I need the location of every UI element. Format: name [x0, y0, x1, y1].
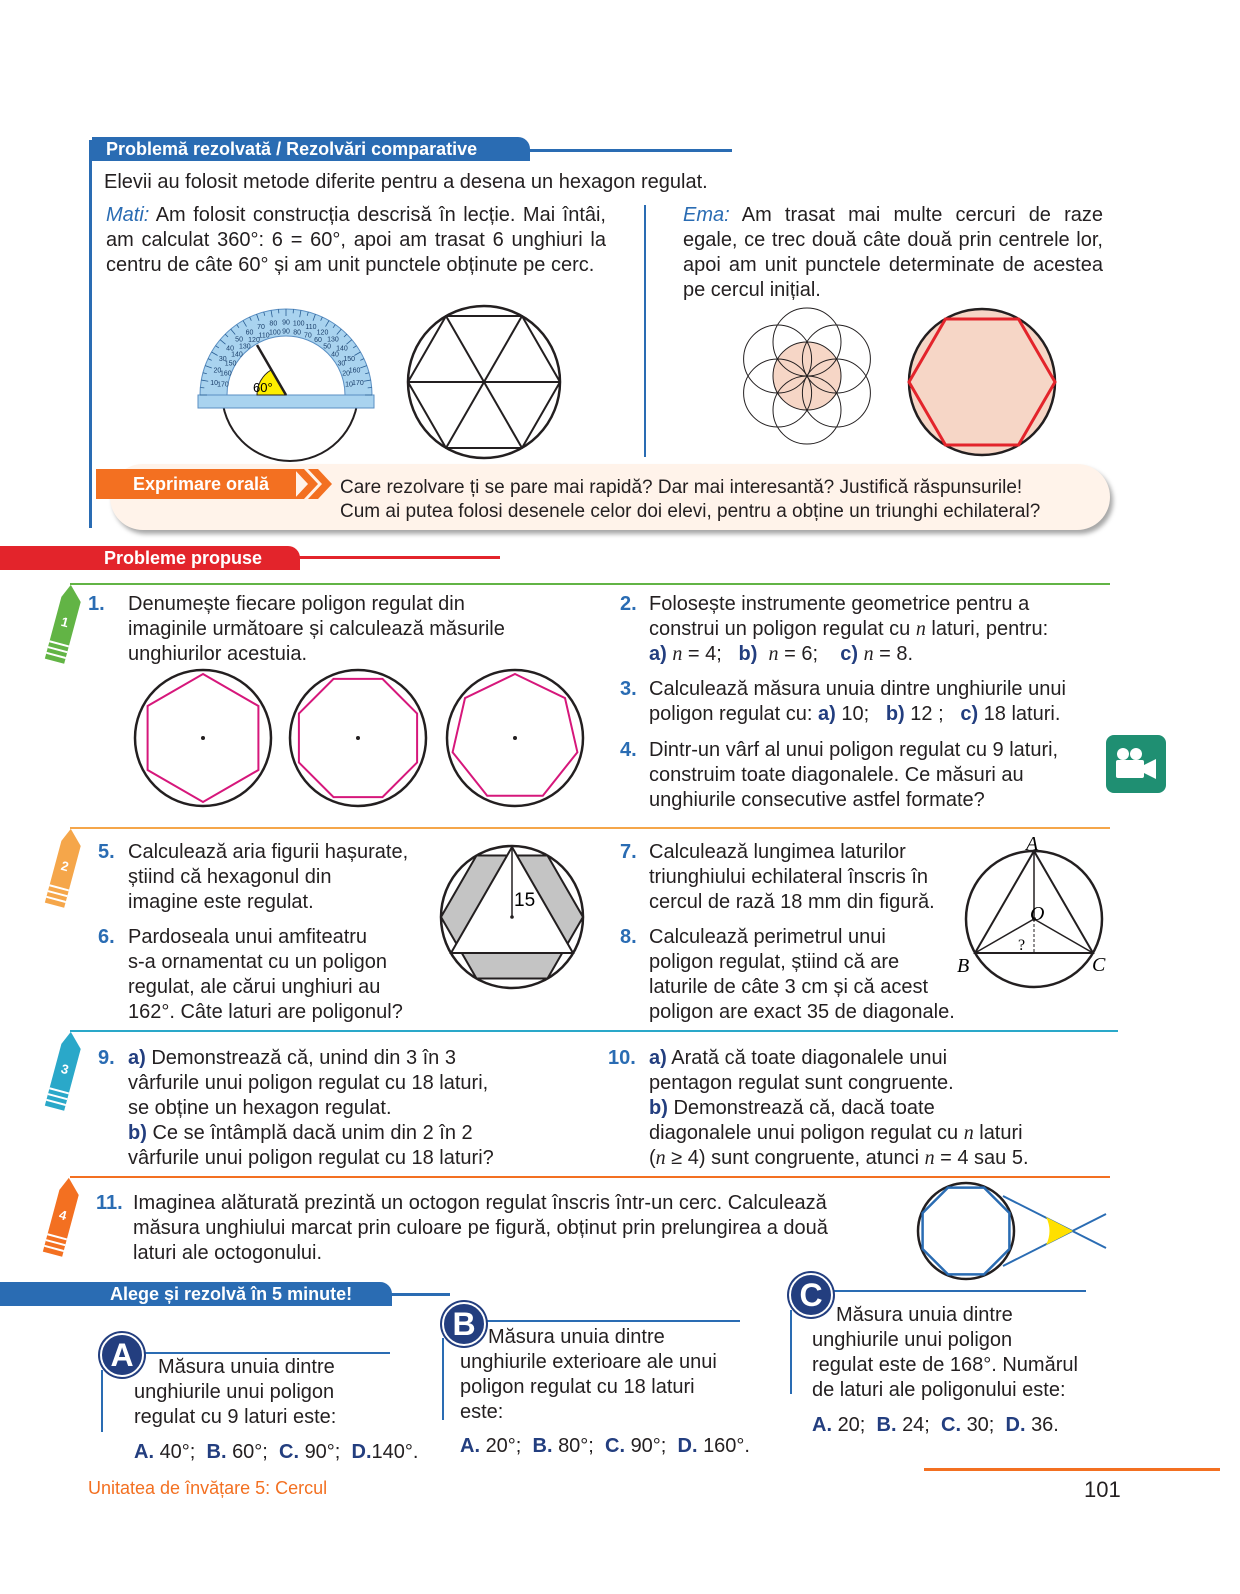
protractor-label: 70 [257, 323, 265, 331]
protractor-label: 100 [269, 329, 281, 337]
quiz-b-line: este: [460, 1401, 504, 1423]
text-line: laturi ale octogonului. [133, 1242, 323, 1264]
crayon-icon [46, 1032, 86, 1114]
problem-number: 7. [620, 841, 637, 863]
answer-option[interactable]: C. 90°; [279, 1441, 341, 1463]
proposed-header: Probleme propuse [0, 546, 300, 570]
protractor-label: 140 [336, 345, 348, 353]
text-line: laturile de câte 3 cm și că acest [649, 976, 929, 998]
level-1-label: 1 [59, 613, 71, 631]
text-line: imaginile următoare și calculează măsurile [128, 618, 505, 640]
quiz-b-line: poligon regulat cu 18 laturi [460, 1376, 695, 1398]
problem-number: 8. [620, 926, 637, 948]
protractor-label: 170 [352, 379, 364, 387]
text-line: construim toate diagonalele. Ce măsuri au [649, 764, 1024, 786]
protractor-label: 50 [323, 343, 332, 351]
text-line: Calculează lungimea laturilor [649, 841, 906, 863]
quiz-c-line: de laturi ale poligonului este: [812, 1379, 1066, 1401]
text-line: diagonalele unui poligon regulat cu n laturi [649, 1122, 1023, 1144]
problem-number: 9. [98, 1047, 115, 1069]
solved-frame-left [89, 140, 92, 528]
hexagon-diagonals-figure [404, 305, 564, 455]
problem-number: 2. [620, 593, 637, 615]
text-line: Pardoseala unui amfiteatru [128, 926, 368, 948]
quiz-c-frame-left [790, 1310, 792, 1394]
problem-text [649, 592, 1048, 667]
vertex-b-label: B [957, 955, 970, 977]
text-line: s-a ornamentat cu un poligon [128, 951, 388, 973]
center-o-label: O [1030, 903, 1045, 925]
problem-number: 3. [620, 678, 637, 700]
text-line: b) Demonstrează că, dacă toate [649, 1097, 935, 1119]
quiz-a-badge: A [100, 1333, 144, 1377]
problem-text [128, 592, 505, 667]
quiz-c-badge: C [789, 1273, 833, 1317]
answer-option[interactable]: A. 40°; [134, 1441, 196, 1463]
text-line: poligon regulat cu: a) 10; b) 12 ; c) 18 laturi. [649, 703, 1061, 725]
ema-paragraph [683, 203, 1103, 303]
center-point [356, 736, 360, 740]
quiz-c-line: Măsura unuia dintre [836, 1304, 1013, 1326]
regular-polygon [453, 674, 578, 796]
page-number: 101 [1084, 1477, 1121, 1502]
protractor-label: 40 [331, 351, 339, 359]
column-divider [644, 205, 646, 457]
level-4-label: 4 [57, 1206, 69, 1224]
problem-number: 6. [98, 926, 115, 948]
problem-text [649, 738, 1058, 813]
text-line: (n ≥ 4) sunt congruente, atunci n = 4 sau 5. [649, 1147, 1029, 1169]
protractor-label: 50 [235, 336, 243, 344]
text-line: unghiurilor acestuia. [128, 643, 307, 665]
problem-text [128, 925, 403, 1025]
text-line: Calculează aria figurii hașurate, [128, 841, 409, 863]
quiz-b-line: unghiurile exterioare ale unui [460, 1351, 717, 1373]
center-point [201, 736, 205, 740]
mati-text: Am folosit construcția descrisă în lecție. Mai întâi, am calculat 360°: 6 = 60°, apoi am trasat 6 unghiuri la centru de câte 60° și am unit punctele obținute pe cerc. [106, 204, 606, 276]
answer-option[interactable]: D. 160°. [677, 1435, 750, 1457]
protractor-figure [195, 305, 377, 460]
protractor-label: 60 [245, 329, 254, 337]
center-point [513, 736, 517, 740]
angle-label: 60° [253, 380, 273, 395]
text-line: triunghiului echilateral înscris în [649, 866, 929, 888]
crayon-icon [46, 829, 86, 911]
protractor-label: 90 [282, 328, 290, 336]
problem-number: 1. [88, 593, 105, 615]
quiz-b-frame-left [442, 1338, 444, 1420]
text-line: măsura unghiului marcat prin culoare pe figură, obținut prin prelungirea a două [133, 1217, 828, 1239]
protractor-label: 100 [292, 320, 305, 328]
text-line: Imaginea alăturată prezintă un octogon regulat înscris într-un cerc. Calculează [133, 1192, 827, 1214]
text-line: poligon are exact 35 de diagonale. [649, 1001, 955, 1023]
answer-option[interactable]: A. 20°; [460, 1435, 522, 1457]
quiz-b-answers [460, 1434, 750, 1459]
text-line: imagine este regulat. [128, 891, 314, 913]
text-line: Calculează măsura unuia dintre unghiurile unui [649, 678, 1066, 700]
quiz-a-line: Măsura unuia dintre [158, 1356, 335, 1378]
protractor-label: 70 [303, 332, 312, 340]
level-4-line [70, 1176, 1110, 1178]
protractor-label: 130 [239, 343, 251, 351]
octagon-angle-figure [916, 1180, 1108, 1282]
text-line: vârfurile unui poligon regulat cu 18 laturi? [128, 1147, 494, 1169]
answer-option[interactable]: B. 24; [876, 1414, 930, 1436]
text-line: a) Demonstrează că, unind din 3 în 3 [128, 1047, 456, 1069]
quiz-c-line: unghiurile unui poligon [812, 1329, 1013, 1351]
level-1-line [70, 583, 1110, 585]
text-line: cercul de rază 18 mm din figură. [649, 891, 935, 913]
solved-intro: Elevii au folosit metode diferite pentru a desena un hexagon regulat. [104, 171, 708, 193]
video-camera-icon [1114, 747, 1158, 781]
protractor-label: 80 [293, 329, 302, 337]
protractor-label: 30 [218, 356, 227, 363]
text-line: poligon regulat, știind că are [649, 951, 900, 973]
solved-header: Problemă rezolvată / Rezolvări comparative [92, 137, 530, 161]
answer-option[interactable]: A. 20; [812, 1414, 866, 1436]
protractor-label: 110 [258, 332, 270, 340]
triangle-in-circle-figure [952, 832, 1118, 984]
protractor-label: 150 [343, 356, 356, 363]
problem-text [649, 925, 955, 1025]
oral-question-2: Cum ai putea folosi desenele celor doi elevi, pentru a obține un triunghi echilateral? [340, 501, 1041, 522]
footer-line [924, 1468, 1220, 1471]
protractor-label: 140 [231, 351, 243, 359]
quiz-a-frame-top [140, 1352, 390, 1354]
polygons-in-circles-figure [130, 668, 590, 810]
protractor-label: 150 [224, 360, 237, 368]
protractor-label: 10 [345, 381, 353, 389]
text-line: 162°. Câte laturi are poligonul? [128, 1001, 403, 1023]
problem-text [649, 677, 1066, 727]
vertex-c-label: C [1092, 954, 1106, 976]
protractor-label: 40 [226, 345, 234, 353]
level-3-label: 3 [59, 1060, 71, 1078]
text-line: unghiurile consecutive astfel formate? [649, 789, 985, 811]
red-hexagon-figure [906, 308, 1058, 456]
protractor-label: 10 [210, 379, 219, 387]
answer-option[interactable]: C. 30; [941, 1414, 995, 1436]
text-line: regulat, ale cărui unghiuri au [128, 976, 381, 998]
quiz-a-line: unghiurile unui poligon [134, 1381, 335, 1403]
crayon-icon [46, 585, 86, 667]
quiz-c-line: regulat este de 168°. Numărul [812, 1354, 1078, 1376]
protractor-label: 20 [342, 370, 351, 378]
text-line: vârfurile unui poligon regulat cu 18 laturi, [128, 1072, 489, 1094]
quiz-header: Alege și rezolvă în 5 minute! [0, 1282, 392, 1306]
protractor-label: 130 [327, 336, 339, 344]
problem-text [133, 1191, 828, 1266]
quiz-c-frame-top [830, 1290, 1086, 1292]
mati-paragraph [106, 203, 606, 278]
oral-question-1: Care rezolvare ți se pare mai rapidă? Dar mai interesantă? Justifică răspunsurile! [340, 477, 1023, 498]
oral-label: Exprimare orală [132, 474, 270, 494]
problem-number: 10. [608, 1047, 636, 1069]
problem-number: 4. [620, 739, 637, 761]
level-2-line [70, 827, 1110, 829]
answer-option[interactable]: D.140°. [351, 1441, 419, 1463]
quiz-a-answers [134, 1440, 418, 1465]
text-line: Folosește instrumente geometrice pentru a [649, 593, 1030, 615]
text-line: pentagon regulat sunt congruente. [649, 1072, 954, 1094]
text-line: Dintr-un vârf al unui poligon regulat cu 9 laturi, [649, 739, 1059, 761]
text-line: construi un poligon regulat cu n laturi, pentru: [649, 618, 1049, 640]
shaded-hexagon-figure [438, 844, 586, 990]
radius-label: 15 [514, 890, 536, 911]
protractor-label: 170 [217, 381, 229, 389]
protractor-label: 160 [220, 370, 232, 378]
quiz-b-line: Măsura unuia dintre [488, 1326, 665, 1348]
quiz-c-answers [812, 1413, 1059, 1438]
protractor-label: 30 [337, 360, 346, 368]
protractor-label: 80 [269, 320, 278, 328]
flower-circles-figure [735, 310, 880, 442]
answer-option[interactable]: C. 90°; [605, 1435, 667, 1457]
unknown-label: ? [1018, 937, 1026, 954]
text-line: a) n = 4; b) n = 6; c) n = 8. [649, 643, 914, 665]
quiz-b-frame-top [482, 1320, 740, 1322]
protractor-label: 110 [305, 323, 317, 331]
ema-text: Am trasat mai multe cercuri de raze egale, ce trec două câte două prin centrele lor, apoi am unit punctele determinate de acestea pe cercul inițial. [683, 204, 1103, 301]
quiz-a-frame-left [101, 1370, 103, 1432]
text-line: Denumește fiecare poligon regulat din [128, 593, 465, 615]
problem-number: 11. [96, 1192, 123, 1214]
protractor-label: 120 [248, 337, 260, 345]
protractor-label: 120 [316, 329, 329, 337]
footer-unit: Unitatea de învățare 5: Cercul [88, 1478, 328, 1498]
crayon-icon [44, 1178, 84, 1260]
level-2-label: 2 [59, 857, 71, 875]
answer-option[interactable]: D. 36. [1005, 1414, 1059, 1436]
problem-text [649, 840, 935, 915]
vertex-a-label: A [1026, 833, 1039, 855]
ema-name: Ema: [683, 204, 730, 226]
protractor-label: 90 [282, 319, 290, 327]
protractor-label: 160 [348, 367, 361, 375]
problem-text [128, 840, 408, 915]
text-line: știind că hexagonul din [128, 866, 332, 888]
quiz-a-line: regulat cu 9 laturi este: [134, 1406, 337, 1428]
text-line: se obține un hexagon regulat. [128, 1097, 392, 1119]
problem-text [649, 1046, 1029, 1171]
problem-text [128, 1046, 494, 1171]
quiz-b-badge: B [442, 1302, 486, 1346]
answer-option[interactable]: B. 80°; [532, 1435, 594, 1457]
video-button[interactable] [1106, 735, 1166, 793]
text-line: a) Arată că toate diagonalele unui [649, 1047, 948, 1069]
protractor-label: 20 [213, 367, 222, 375]
text-line: Calculează perimetrul unui [649, 926, 886, 948]
answer-option[interactable]: B. 60°; [206, 1441, 268, 1463]
mati-name: Mati: [106, 204, 150, 226]
problem-number: 5. [98, 841, 115, 863]
text-line: b) Ce se întâmplă dacă unim din 2 în 2 [128, 1122, 473, 1144]
level-3-line [70, 1030, 1118, 1032]
protractor-label: 60 [314, 337, 322, 345]
